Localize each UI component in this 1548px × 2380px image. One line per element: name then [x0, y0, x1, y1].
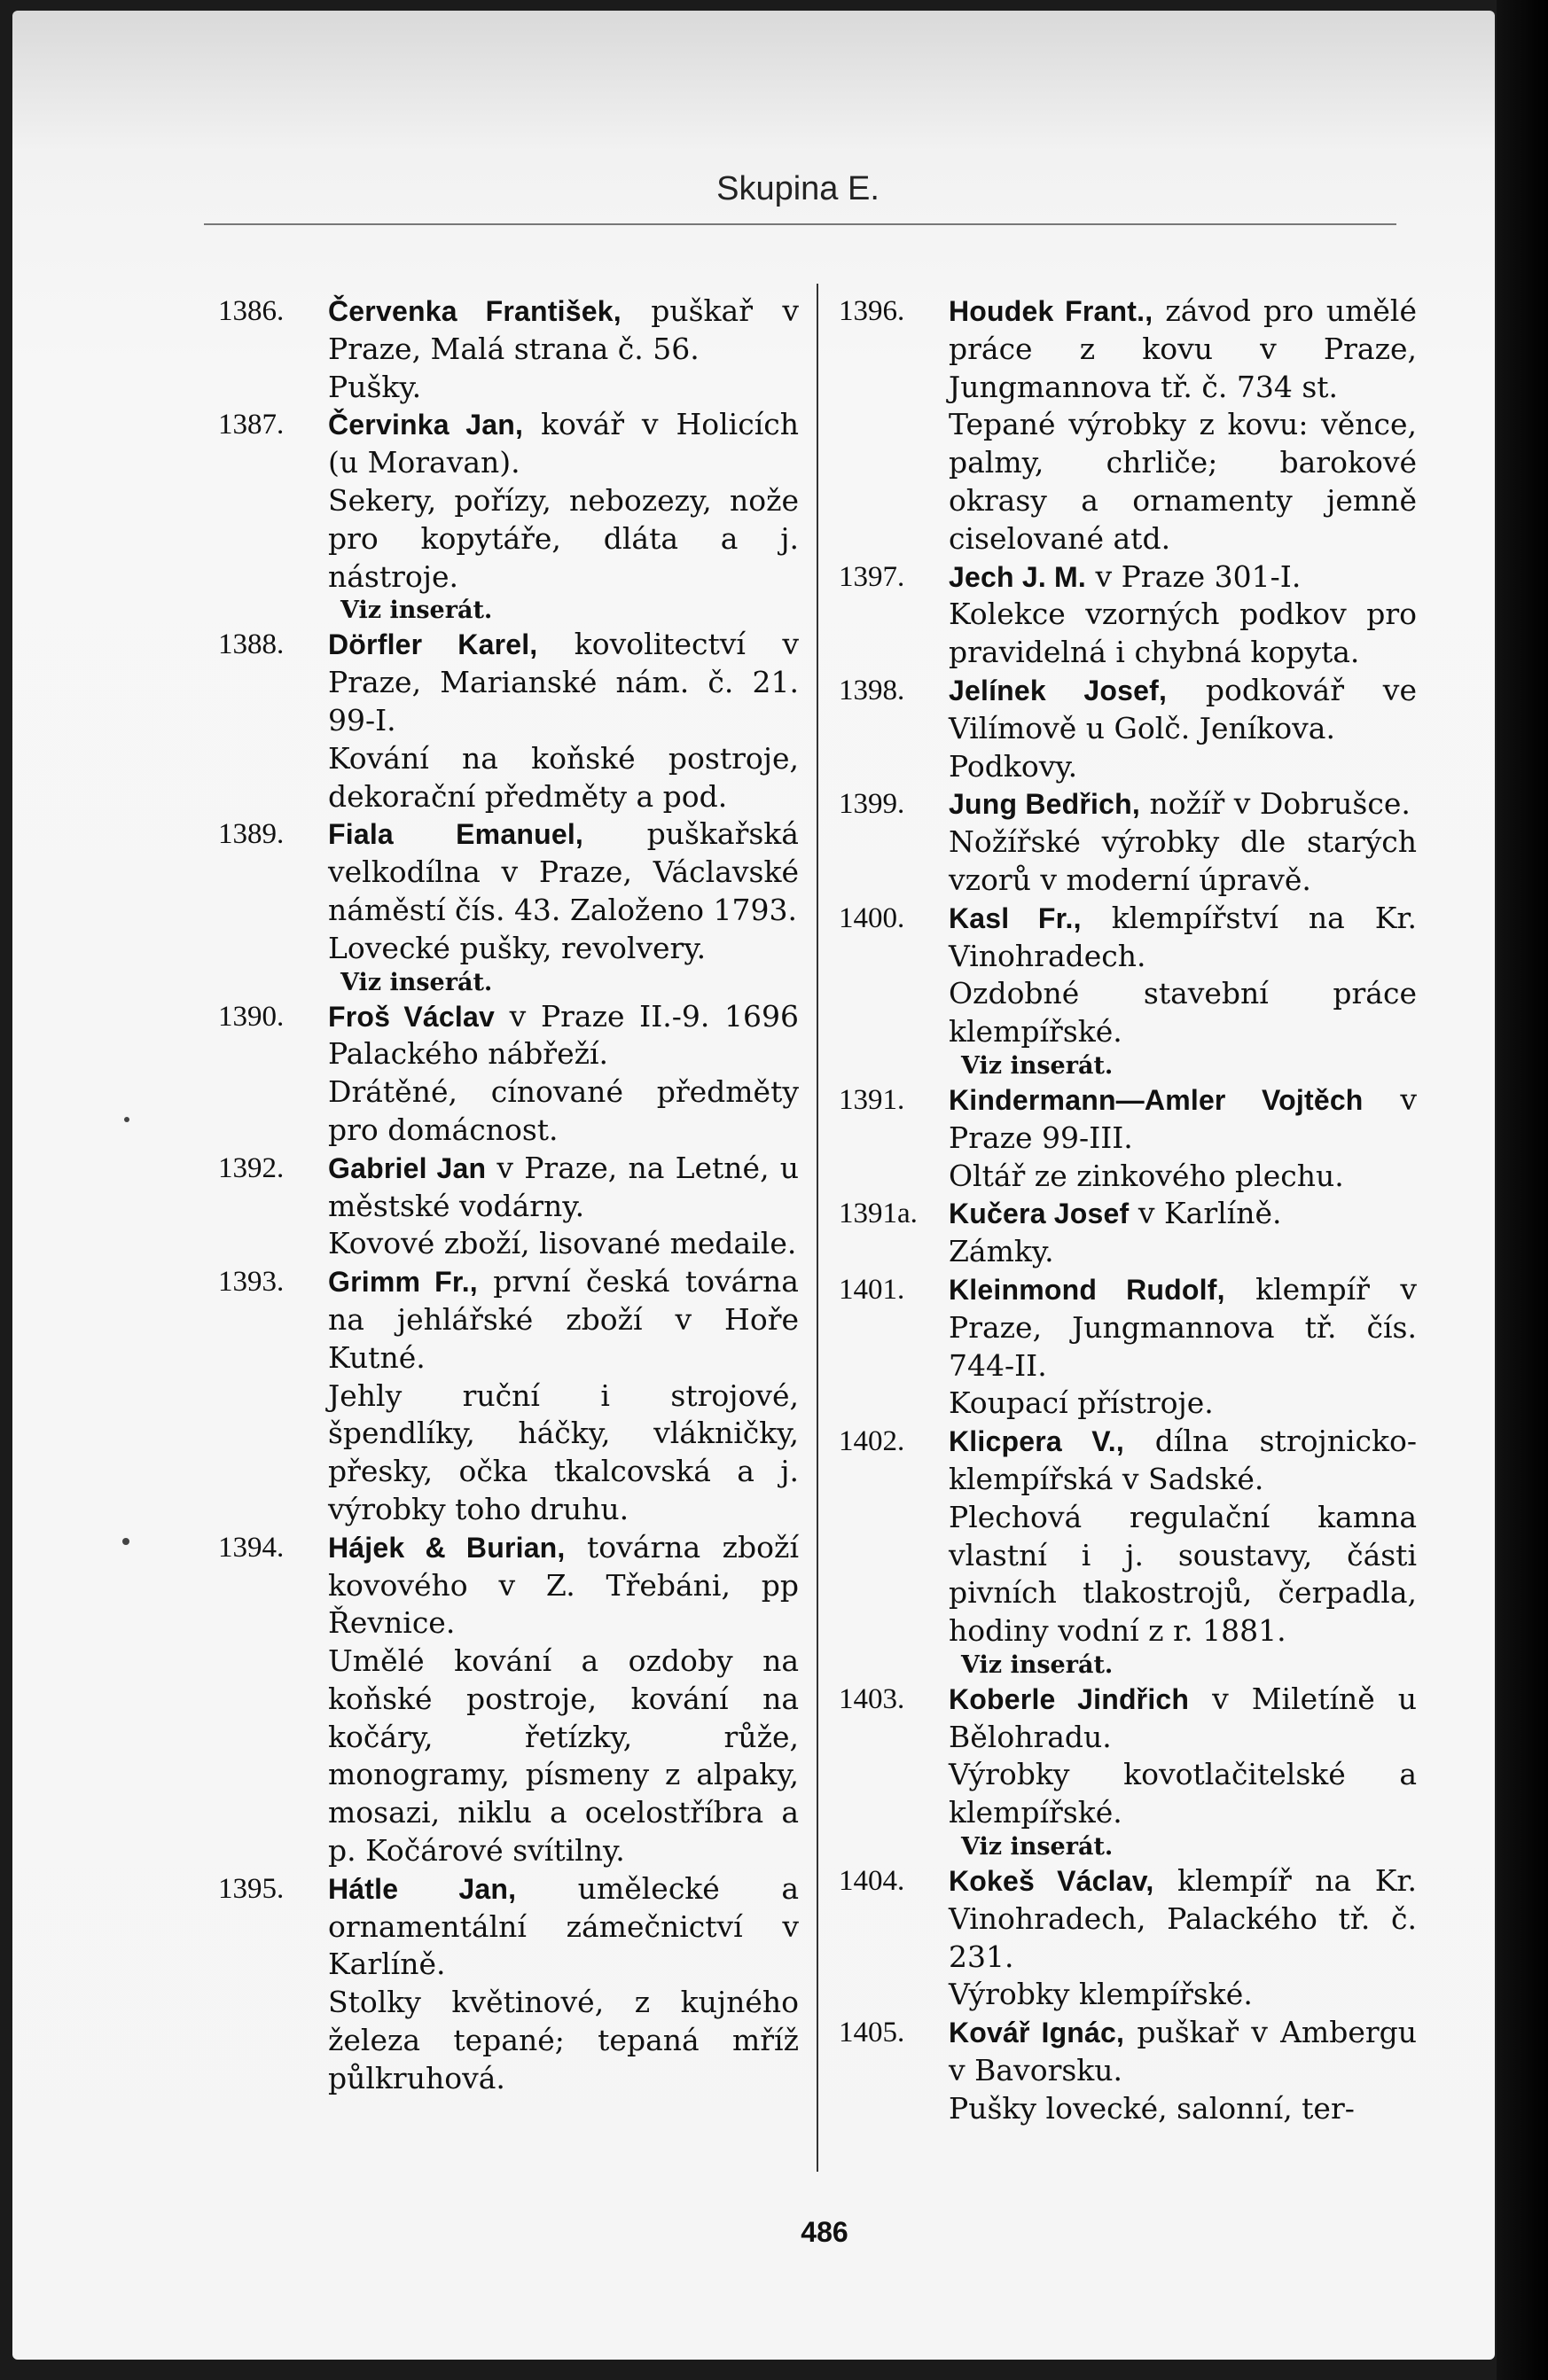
- entry-reference: Viz inserát.: [340, 968, 493, 996]
- entry-name: Grimm Fr.,: [328, 1266, 478, 1299]
- entry-address: v Praze 301-I.: [1095, 558, 1302, 594]
- entry-body: [949, 2014, 1417, 2090]
- entry-number: 1389.: [218, 818, 285, 851]
- entry-name: Kleinmond Rudolf,: [949, 1273, 1225, 1306]
- entry-address: v Praze 99-III.: [949, 1081, 1417, 1155]
- entry-address: v Praze, na Letné, u městské vodárny.: [328, 1150, 799, 1223]
- entry-description: Jehly ruční i strojové, špendlíky, háčky, vlákničky, přesky, očka tkalcovská a j. výrobky toho druhu.: [328, 1377, 799, 1526]
- entry-body: [949, 900, 1417, 976]
- header-rule: [204, 223, 1396, 225]
- entry-body: [328, 815, 799, 929]
- entry-reference: Viz inserát.: [961, 1833, 1114, 1861]
- entry-address: puškař v Ambergu v Bavorsku.: [949, 2015, 1417, 2088]
- directory-entry: [839, 900, 1417, 1081]
- entry-number: 1398.: [839, 674, 905, 706]
- directory-entry: [218, 1529, 799, 1870]
- entry-description: Kování na koňské postroje, dekorační předměty a pod.: [328, 740, 799, 814]
- entry-number: 1399.: [839, 788, 905, 821]
- entry-description: Oltář ze zinkového plechu.: [949, 1158, 1344, 1193]
- directory-entry: [839, 2014, 1417, 2127]
- entry-body: [949, 1423, 1417, 1499]
- entry-name: Gabriel Jan: [328, 1151, 487, 1184]
- entry-address: kovolitectví v Praze, Marianské nám. č. 21. 99-I.: [328, 627, 799, 737]
- entry-number: 1391.: [839, 1083, 905, 1116]
- scan-speck: [122, 1538, 129, 1545]
- entry-description: Plechová regulační kamna vlastní i j. soustavy, části pivních tlakostrojů, čerpadla, hodiny vodní z r. 1881.: [949, 1499, 1417, 1649]
- entry-name: Kovář Ignác,: [949, 2017, 1125, 2049]
- entry-description: Nožířské výrobky dle starých vzorů v moderní úpravě.: [949, 824, 1417, 897]
- entry-address: nožíř v Dobrušce.: [1149, 786, 1411, 822]
- entry-address: puškař v Praze, Malá strana č. 56.: [328, 293, 799, 366]
- entry-reference: Viz inserát.: [961, 1051, 1114, 1080]
- entry-description: Podkovy.: [949, 748, 1078, 784]
- entry-description: Sekery, pořízy, nebozezy, nože pro kopytáře, dláta a j. nástroje.: [328, 482, 799, 594]
- entry-number: 1405.: [839, 2017, 905, 2049]
- entry-name: Kasl Fr.,: [949, 901, 1082, 934]
- entry-address: dílna strojnicko-klempířská v Sadské.: [949, 1424, 1417, 1496]
- directory-entry: [839, 1271, 1417, 1423]
- entry-number: 1393.: [218, 1266, 285, 1299]
- entry-description: Drátěné, cínované předměty pro domácnost.: [328, 1074, 799, 1147]
- entry-name: Froš Václav: [328, 1000, 496, 1033]
- entry-name: Jelínek Josef,: [949, 674, 1168, 706]
- entry-number: 1394.: [218, 1531, 285, 1564]
- directory-entry: [839, 1423, 1417, 1681]
- entry-name: Červenka František,: [328, 295, 622, 327]
- directory-entry: [839, 293, 1417, 558]
- entry-body: [949, 785, 1417, 823]
- entry-name: Houdek Frant.,: [949, 295, 1153, 327]
- column-divider: [817, 284, 818, 2172]
- entry-description: Kolekce vzorných podkov pro pravidelná i chybná kopyta.: [949, 597, 1417, 670]
- entry-description: Pušky lovecké, salonní, ter-: [949, 2090, 1355, 2126]
- entry-body: [949, 1271, 1417, 1385]
- scan-speck: [124, 1117, 129, 1122]
- entry-description: Umělé kování a ozdoby na koňské postroje, kování na kočáry, řetízky, růže, monogramy, písmeny z alpaky, mosazi, niklu a ocelostříbra a p. Kočárové svítilny.: [328, 1643, 799, 1869]
- directory-entry: [839, 672, 1417, 785]
- directory-entry: [839, 1195, 1417, 1271]
- entry-address: v Miletíně u Bělohradu.: [949, 1681, 1418, 1754]
- entry-number: 1392.: [218, 1151, 285, 1184]
- right-column: [839, 293, 1417, 2128]
- directory-entry: [218, 626, 799, 815]
- entry-description: Stolky květinové, z kujného železa tepané; tepaná mříž půlkruhová.: [328, 1985, 799, 2095]
- entry-reference: Viz inserát.: [340, 597, 493, 625]
- entry-description: Tepané výrobky z kovu: věnce, palmy, chrliče; barokové okrasy a ornamenty jemně ciselované atd.: [949, 407, 1417, 556]
- directory-entry: [839, 1081, 1417, 1195]
- entry-body: [328, 406, 799, 482]
- entry-address: kovář v Holicích (u Moravan).: [328, 407, 800, 480]
- entry-address: klempíř na Kr. Vinohradech, Palackého tř. č. 231.: [949, 1863, 1418, 1974]
- entry-description: Výrobky kovotlačitelské a klempířské.: [949, 1757, 1417, 1830]
- entry-address: puškařská velkodílna v Praze, Václavské náměstí čís. 43. Založeno 1793.: [328, 816, 799, 927]
- entry-number: 1400.: [839, 901, 905, 934]
- entry-number: 1402.: [839, 1425, 905, 1458]
- page-header: Skupina E.: [716, 170, 880, 207]
- directory-entry: [218, 293, 799, 406]
- entry-name: Kučera Josef: [949, 1198, 1130, 1230]
- entry-description: Koupací přístroje.: [949, 1385, 1214, 1421]
- entry-address: v Karlíně.: [1138, 1196, 1282, 1231]
- entry-body: [328, 1150, 799, 1226]
- entry-number: 1403.: [839, 1682, 905, 1715]
- left-column: [218, 293, 799, 2098]
- directory-entry: [839, 785, 1417, 899]
- entry-number: 1387.: [218, 409, 285, 441]
- entry-address: umělecké a ornamentální zámečnictví v Karlíně.: [328, 1870, 799, 1982]
- entry-description: Lovecké pušky, revolvery.: [328, 930, 707, 965]
- entry-description: Kovové zboží, lisované medaile.: [328, 1226, 797, 1261]
- entry-name: Hájek & Burian,: [328, 1531, 566, 1564]
- entry-address: klempířství na Kr. Vinohradech.: [949, 900, 1417, 973]
- entry-reference: Viz inserát.: [961, 1650, 1114, 1679]
- entry-number: 1404.: [839, 1865, 905, 1898]
- entry-name: Červinka Jan,: [328, 409, 524, 441]
- directory-entry: [218, 1150, 799, 1263]
- entry-address: první česká továrna na jehlářské zboží v Hoře Kutné.: [328, 1264, 799, 1375]
- entry-address: továrna zboží kovového v Z. Třebáni, pp Řevnice.: [328, 1529, 799, 1641]
- directory-entry: [839, 1862, 1417, 2014]
- directory-entry: [218, 815, 799, 997]
- entry-name: Kokeš Václav,: [949, 1865, 1154, 1898]
- entry-name: Dörfler Karel,: [328, 628, 538, 661]
- entry-body: [949, 1081, 1417, 1158]
- entry-number: 1396.: [839, 295, 905, 327]
- directory-entry: [218, 998, 799, 1150]
- entry-body: [949, 558, 1417, 597]
- entry-body: [949, 1862, 1417, 1976]
- entry-name: Klicpera V.,: [949, 1425, 1124, 1458]
- entry-body: [328, 1263, 799, 1377]
- entry-number: 1391a.: [839, 1198, 918, 1230]
- entry-name: Jung Bedřich,: [949, 788, 1140, 821]
- entry-number: 1386.: [218, 295, 285, 327]
- entry-description: Zámky.: [949, 1234, 1054, 1269]
- entry-description: Výrobky klempířské.: [949, 1977, 1253, 2012]
- entry-number: 1388.: [218, 628, 285, 661]
- entry-body: [328, 1529, 799, 1643]
- entry-body: [328, 998, 799, 1074]
- entry-address: v Praze II.-9. 1696 Palackého nábřeží.: [328, 998, 799, 1072]
- entry-body: [328, 626, 799, 739]
- entry-name: Kindermann—Amler Vojtěch: [949, 1083, 1364, 1116]
- entry-number: 1390.: [218, 1000, 285, 1033]
- entry-address: klempíř v Praze, Jungmannova tř. čís. 744-II.: [949, 1271, 1417, 1383]
- entry-name: Jech J. M.: [949, 560, 1086, 593]
- entry-name: Fiala Emanuel,: [328, 818, 583, 851]
- directory-entry: [218, 1870, 799, 2098]
- entry-body: [949, 672, 1417, 748]
- entry-name: Hátle Jan,: [328, 1872, 517, 1905]
- directory-entry: [839, 1681, 1417, 1862]
- entry-address: závod pro umělé práce z kovu v Praze, Jungmannova tř. č. 734 st.: [949, 293, 1417, 404]
- entry-body: [949, 293, 1417, 406]
- entry-body: [949, 1681, 1417, 1757]
- entry-description: Ozdobné stavební práce klempířské.: [949, 976, 1417, 1050]
- directory-entry: [839, 558, 1417, 672]
- entry-body: [328, 1870, 799, 1984]
- entry-number: 1397.: [839, 560, 905, 593]
- entry-number: 1395.: [218, 1872, 285, 1905]
- entry-body: [949, 1195, 1417, 1233]
- entry-description: Pušky.: [328, 369, 422, 404]
- directory-entry: [218, 1263, 799, 1529]
- page-number: 486: [801, 2216, 848, 2248]
- entry-name: Koberle Jindřich: [949, 1682, 1190, 1715]
- entry-number: 1401.: [839, 1273, 905, 1306]
- directory-entry: [218, 406, 799, 626]
- entry-address: podkovář ve Vilímově u Golč. Jeníkova.: [949, 672, 1417, 745]
- entry-body: [328, 293, 799, 369]
- scan-edge: [1497, 0, 1548, 2380]
